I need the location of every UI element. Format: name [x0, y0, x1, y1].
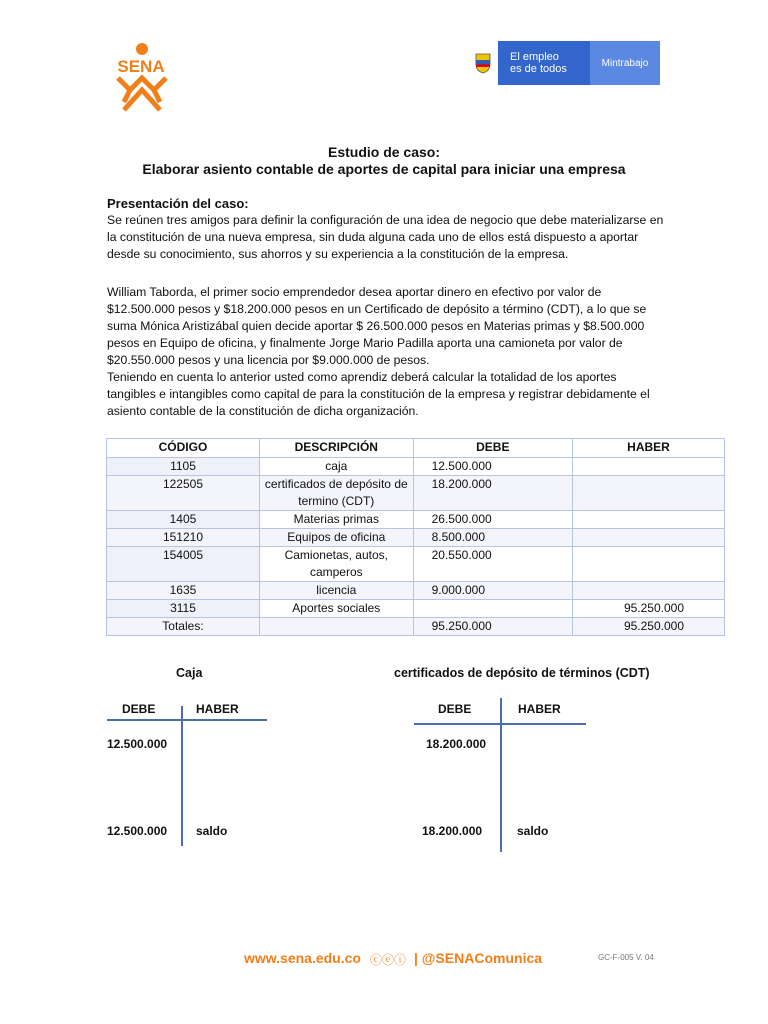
presentation-paragraph-3: Teniendo en cuenta lo anterior usted como aprendiz deberá calcular la totalidad de los aportes tangibles e intangibles como capital de para la constitución de la empresa y registrar debidamente el asiento contable de la constitución de dicha organización.	[107, 370, 650, 418]
header-descripcion: DESCRIPCIÓN	[259, 439, 413, 458]
cell-debe: 26.500.000	[413, 511, 572, 529]
cell-haber: 95.250.000	[572, 600, 724, 618]
table-row	[107, 529, 725, 547]
table-row	[107, 600, 725, 618]
cell-code: 1105	[107, 458, 260, 476]
totals-row	[107, 618, 725, 636]
colombia-shield-icon	[468, 41, 498, 85]
table-row	[107, 511, 725, 529]
cell-description: Equipos de oficina	[259, 529, 413, 547]
t-account-saldo-value: 12.500.000	[107, 824, 168, 838]
cell-haber	[572, 476, 724, 511]
accounting-entries-table	[106, 438, 725, 636]
footer-website-link[interactable]: www.sena.edu.co	[244, 950, 361, 966]
cell-description: Aportes sociales	[259, 600, 413, 618]
table-header-row	[107, 439, 725, 458]
cell-debe: 20.550.000	[413, 547, 572, 582]
gov-line1: El empleo	[510, 51, 559, 63]
creative-commons-icon: ⓒⓔⓘ	[370, 953, 407, 967]
gov-banner	[468, 41, 660, 85]
cell-haber	[572, 529, 724, 547]
t-account-entry: 18.200.000	[426, 737, 487, 751]
t-account-haber-label: HABER	[196, 702, 239, 716]
footer-social-handle[interactable]: | @SENAComunica	[414, 950, 543, 966]
cell-code: 122505	[107, 476, 260, 511]
cell-haber-total: 95.250.000	[572, 618, 724, 636]
header-debe: DEBE	[413, 439, 572, 458]
header-haber: HABER	[572, 439, 724, 458]
cell-description: certificados de depósito de termino (CDT)	[259, 476, 413, 511]
cell-description: licencia	[259, 582, 413, 600]
doc-title-line2: Elaborar asiento contable de aportes de capital para iniciar una empresa	[142, 161, 626, 177]
cell-haber	[572, 547, 724, 582]
t-account-debe-label: DEBE	[122, 702, 156, 716]
header-codigo: CÓDIGO	[107, 439, 260, 458]
t-account-vertical-line	[181, 706, 183, 846]
gov-ministry: Mintrabajo	[590, 41, 660, 85]
cell-debe: 12.500.000	[413, 458, 572, 476]
t-account-entry: 12.500.000	[107, 737, 168, 751]
t-account-horizontal-line	[107, 719, 267, 721]
cell-haber	[572, 582, 724, 600]
table-row	[107, 547, 725, 582]
presentation-heading: Presentación del caso:	[107, 196, 249, 211]
sena-logo	[104, 40, 178, 114]
doc-title-line1: Estudio de caso:	[327, 144, 441, 160]
cell-description	[259, 618, 413, 636]
table-row	[107, 458, 725, 476]
cell-description: Materias primas	[259, 511, 413, 529]
table-row	[107, 582, 725, 600]
table-row	[107, 476, 725, 511]
cell-code: 1635	[107, 582, 260, 600]
cell-debe-total: 95.250.000	[413, 618, 572, 636]
cell-code: 154005	[107, 547, 260, 582]
t-account-debe-label: DEBE	[438, 702, 472, 716]
cell-debe: 8.500.000	[413, 529, 572, 547]
t-account-saldo-value: 18.200.000	[422, 824, 483, 838]
sena-logo-text: SENA	[117, 57, 165, 76]
cell-haber	[572, 458, 724, 476]
cell-debe: 18.200.000	[413, 476, 572, 511]
cell-code: 3115	[107, 600, 260, 618]
cell-debe	[413, 600, 572, 618]
footer-document-code: GC-F-005 V. 04	[598, 953, 654, 962]
t-account-saldo-label: saldo	[517, 824, 549, 838]
t-account-saldo-label: saldo	[196, 824, 228, 838]
cell-totals-label: Totales:	[107, 618, 260, 636]
cell-code: 151210	[107, 529, 260, 547]
t-account-haber-label: HABER	[518, 702, 561, 716]
cell-description: Camionetas, autos, camperos	[259, 547, 413, 582]
cell-code: 1405	[107, 511, 260, 529]
cell-description: caja	[259, 458, 413, 476]
presentation-paragraph-2: William Taborda, el primer socio emprendedor desea aportar dinero en efectivo por valor de $12.500.000 pesos y $18.200.000 pesos en un Certificado de depósito a término (CDT), a lo que se suma Mónica Aristizábal quien decide aportar $ 26.500.000 pesos en Materias primas y $8.500.000 pesos en Equipo de oficina, y finalmente Jorge Mario Padilla aporta una camioneta por valor de $20.550.000 pesos y una licencia por $9.000.000 de pesos.	[107, 285, 647, 367]
t-account-title-caja: Caja	[176, 666, 203, 680]
t-account-title-cdt: certificados de depósito de términos (CDT)	[394, 666, 650, 680]
gov-line2: es de todos	[510, 63, 567, 75]
t-account-vertical-line	[500, 698, 502, 852]
cell-haber	[572, 511, 724, 529]
presentation-paragraph-1: Se reúnen tres amigos para definir la configuración de una idea de negocio que debe materializarse en la constitución de una nueva empresa, sin duda alguna cada uno de ellos está dispuesto a aportar desde su conocimiento, sus ahorros y su experiencia a la constitución de la empresa.	[107, 213, 664, 261]
cell-debe: 9.000.000	[413, 582, 572, 600]
